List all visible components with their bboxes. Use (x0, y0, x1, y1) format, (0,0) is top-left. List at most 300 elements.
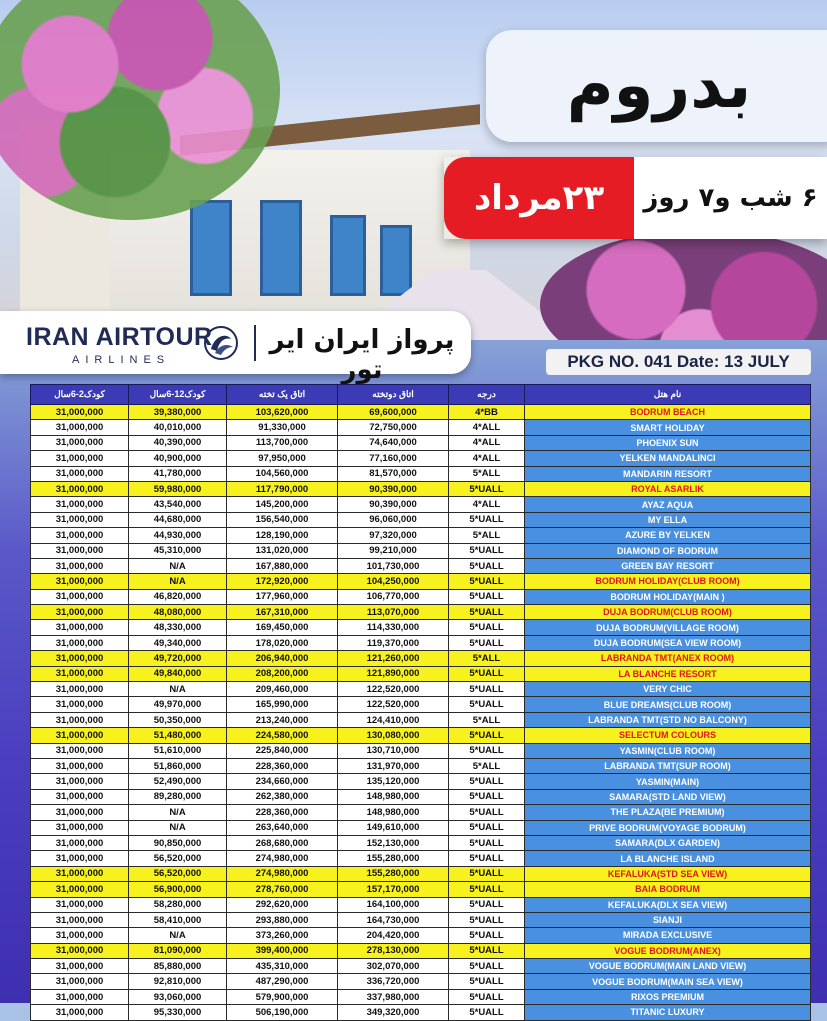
child-6-12-price: 46,820,000 (129, 589, 227, 604)
package-info: PKG NO. 041 Date: 13 JULY (546, 349, 811, 375)
table-row (31, 682, 811, 697)
child-6-12-price: 41,780,000 (129, 466, 227, 481)
hotel-grade: 5*ALL (449, 651, 525, 666)
hotel-name: MY ELLA (525, 512, 811, 527)
hotel-name: LA BLANCHE RESORT (525, 666, 811, 681)
child-6-12-price: 50,350,000 (129, 712, 227, 727)
child-2-6-price: 31,000,000 (31, 589, 129, 604)
hotel-name: KEFALUKA(DLX SEA VIEW) (525, 897, 811, 912)
airline-logo-icon (203, 325, 239, 361)
hotel-name: ROYAL ASARLIK (525, 481, 811, 496)
double-room-price: 349,320,000 (338, 1005, 449, 1020)
hotel-grade: 4*ALL (449, 497, 525, 512)
hotel-grade: 5*UALL (449, 743, 525, 758)
single-room-price: 234,660,000 (227, 774, 338, 789)
child-2-6-price: 31,000,000 (31, 435, 129, 450)
hotel-grade: 5*UALL (449, 805, 525, 820)
child-6-12-price: 59,980,000 (129, 481, 227, 496)
double-room-price: 155,280,000 (338, 866, 449, 881)
table-row (31, 743, 811, 758)
double-room-price: 113,070,000 (338, 605, 449, 620)
double-room-price: 336,720,000 (338, 974, 449, 989)
single-room-price: 213,240,000 (227, 712, 338, 727)
child-6-12-price: 40,010,000 (129, 420, 227, 435)
hotel-grade: 5*UALL (449, 866, 525, 881)
child-2-6-price: 31,000,000 (31, 805, 129, 820)
child-6-12-price: 44,930,000 (129, 528, 227, 543)
child-6-12-price: 49,720,000 (129, 651, 227, 666)
double-room-price: 278,130,000 (338, 943, 449, 958)
hotel-grade: 5*ALL (449, 528, 525, 543)
hotel-name: BAIA BODRUM (525, 882, 811, 897)
double-room-price: 101,730,000 (338, 558, 449, 573)
hotel-grade: 5*UALL (449, 989, 525, 1004)
hotel-name: YELKEN MANDALINCI (525, 451, 811, 466)
table-row (31, 712, 811, 727)
hotel-name: BODRUM BEACH (525, 405, 811, 420)
child-6-12-price: 89,280,000 (129, 789, 227, 804)
double-room-price: 157,170,000 (338, 882, 449, 897)
child-6-12-price: 92,810,000 (129, 974, 227, 989)
table-row (31, 989, 811, 1004)
child-2-6-price: 31,000,000 (31, 558, 129, 573)
hotel-name: VOGUE BODRUM(ANEX) (525, 943, 811, 958)
single-room-price: 91,330,000 (227, 420, 338, 435)
hotel-name: VERY CHIC (525, 682, 811, 697)
airline-logo-subtext: AIRLINES (72, 354, 171, 366)
double-room-price: 337,980,000 (338, 989, 449, 1004)
hotel-name: SAMARA(DLX GARDEN) (525, 835, 811, 850)
single-room-price: 262,380,000 (227, 789, 338, 804)
table-row (31, 497, 811, 512)
single-room-price: 268,680,000 (227, 835, 338, 850)
single-room-price: 145,200,000 (227, 497, 338, 512)
child-2-6-price: 31,000,000 (31, 712, 129, 727)
double-room-price: 114,330,000 (338, 620, 449, 635)
double-room-price: 72,750,000 (338, 420, 449, 435)
table-row (31, 635, 811, 650)
price-table (30, 384, 811, 1021)
table-row (31, 620, 811, 635)
child-6-12-price: 95,330,000 (129, 1005, 227, 1020)
hotel-name: SELECTUM COLOURS (525, 728, 811, 743)
header-child-2-6: کودک2-6سال (31, 385, 129, 405)
child-2-6-price: 31,000,000 (31, 682, 129, 697)
double-room-price: 121,260,000 (338, 651, 449, 666)
child-6-12-price: 90,850,000 (129, 835, 227, 850)
table-row (31, 1005, 811, 1020)
table-row (31, 835, 811, 850)
header-child-6-12: کودک12-6سال (129, 385, 227, 405)
hotel-name: KEFALUKA(STD SEA VIEW) (525, 866, 811, 881)
child-6-12-price: 52,490,000 (129, 774, 227, 789)
child-6-12-price: 43,540,000 (129, 497, 227, 512)
double-room-price: 149,610,000 (338, 820, 449, 835)
single-room-price: 103,620,000 (227, 405, 338, 420)
hotel-name: VOGUE BODRUM(MAIN LAND VIEW) (525, 959, 811, 974)
hotel-name: MANDARIN RESORT (525, 466, 811, 481)
child-6-12-price: 49,840,000 (129, 666, 227, 681)
hotel-grade: 5*UALL (449, 789, 525, 804)
hotel-name: LABRANDA TMT(STD NO BALCONY) (525, 712, 811, 727)
single-room-price: 178,020,000 (227, 635, 338, 650)
child-2-6-price: 31,000,000 (31, 774, 129, 789)
double-room-price: 130,080,000 (338, 728, 449, 743)
child-6-12-price: 44,680,000 (129, 512, 227, 527)
child-6-12-price: N/A (129, 928, 227, 943)
child-2-6-price: 31,000,000 (31, 666, 129, 681)
hotel-grade: 5*UALL (449, 774, 525, 789)
trip-info-badge (444, 157, 827, 239)
hotel-name: DUJA BODRUM(SEA VIEW ROOM) (525, 635, 811, 650)
header-grade: درجه (449, 385, 525, 405)
double-room-price: 122,520,000 (338, 682, 449, 697)
child-6-12-price: 49,970,000 (129, 697, 227, 712)
child-2-6-price: 31,000,000 (31, 943, 129, 958)
double-room-price: 90,390,000 (338, 481, 449, 496)
hotel-name: AZURE BY YELKEN (525, 528, 811, 543)
child-6-12-price: 93,060,000 (129, 989, 227, 1004)
table-row (31, 651, 811, 666)
table-row (31, 512, 811, 527)
child-6-12-price: 56,900,000 (129, 882, 227, 897)
hotel-name: RIXOS PREMIUM (525, 989, 811, 1004)
table-row (31, 820, 811, 835)
airline-separator (254, 325, 256, 361)
single-room-price: 117,790,000 (227, 481, 338, 496)
hotel-grade: 5*UALL (449, 959, 525, 974)
table-row (31, 866, 811, 881)
double-room-price: 90,390,000 (338, 497, 449, 512)
single-room-price: 169,450,000 (227, 620, 338, 635)
header-hotel-name: نام هتل (525, 385, 811, 405)
child-2-6-price: 31,000,000 (31, 405, 129, 420)
table-row (31, 959, 811, 974)
hotel-grade: 5*UALL (449, 912, 525, 927)
child-2-6-price: 31,000,000 (31, 851, 129, 866)
table-row (31, 789, 811, 804)
child-6-12-price: 58,410,000 (129, 912, 227, 927)
single-room-price: 399,400,000 (227, 943, 338, 958)
hotel-grade: 5*UALL (449, 928, 525, 943)
double-room-price: 148,980,000 (338, 789, 449, 804)
airline-banner (0, 311, 471, 385)
hotel-name: AYAZ AQUA (525, 497, 811, 512)
single-room-price: 208,200,000 (227, 666, 338, 681)
child-2-6-price: 31,000,000 (31, 866, 129, 881)
table-row (31, 666, 811, 681)
child-2-6-price: 31,000,000 (31, 789, 129, 804)
child-2-6-price: 31,000,000 (31, 959, 129, 974)
header-double-room: اتاق دوتخته (338, 385, 449, 405)
hotel-grade: 5*UALL (449, 635, 525, 650)
airline-logo-text: IRAN AIRTOUR (26, 323, 213, 351)
child-6-12-price: 48,330,000 (129, 620, 227, 635)
destination-badge (486, 30, 827, 142)
child-2-6-price: 31,000,000 (31, 635, 129, 650)
hotel-grade: 5*UALL (449, 820, 525, 835)
child-6-12-price: 45,310,000 (129, 543, 227, 558)
single-room-price: 104,560,000 (227, 466, 338, 481)
child-2-6-price: 31,000,000 (31, 835, 129, 850)
hotel-name: MIRADA EXCLUSIVE (525, 928, 811, 943)
hotel-grade: 5*UALL (449, 897, 525, 912)
child-6-12-price: 81,090,000 (129, 943, 227, 958)
child-2-6-price: 31,000,000 (31, 528, 129, 543)
child-6-12-price: 56,520,000 (129, 851, 227, 866)
table-row (31, 882, 811, 897)
double-room-price: 152,130,000 (338, 835, 449, 850)
hotel-name: SMART HOLIDAY (525, 420, 811, 435)
table-row (31, 974, 811, 989)
hotel-name: YASMIN(CLUB ROOM) (525, 743, 811, 758)
double-room-price: 164,730,000 (338, 912, 449, 927)
child-6-12-price: 40,900,000 (129, 451, 227, 466)
hotel-grade: 5*UALL (449, 835, 525, 850)
hotel-grade: 5*UALL (449, 974, 525, 989)
single-room-price: 97,950,000 (227, 451, 338, 466)
table-row (31, 605, 811, 620)
single-room-price: 225,840,000 (227, 743, 338, 758)
double-room-price: 131,970,000 (338, 758, 449, 773)
single-room-price: 131,020,000 (227, 543, 338, 558)
hotel-grade: 5*UALL (449, 558, 525, 573)
table-row (31, 435, 811, 450)
double-room-price: 155,280,000 (338, 851, 449, 866)
double-room-price: 77,160,000 (338, 451, 449, 466)
child-2-6-price: 31,000,000 (31, 466, 129, 481)
table-row (31, 728, 811, 743)
single-room-price: 579,900,000 (227, 989, 338, 1004)
double-room-price: 121,890,000 (338, 666, 449, 681)
child-2-6-price: 31,000,000 (31, 820, 129, 835)
single-room-price: 128,190,000 (227, 528, 338, 543)
header-single-room: اتاق یک تخته (227, 385, 338, 405)
table-row (31, 466, 811, 481)
hotel-grade: 5*UALL (449, 574, 525, 589)
table-header-row (31, 385, 811, 405)
table-row (31, 543, 811, 558)
trip-duration: ۶ شب و۷ روز (634, 157, 827, 239)
double-room-price: 74,640,000 (338, 435, 449, 450)
double-room-price: 106,770,000 (338, 589, 449, 604)
child-2-6-price: 31,000,000 (31, 497, 129, 512)
single-room-price: 167,880,000 (227, 558, 338, 573)
table-row (31, 528, 811, 543)
table-row (31, 758, 811, 773)
child-2-6-price: 31,000,000 (31, 882, 129, 897)
hotel-name: TITANIC LUXURY (525, 1005, 811, 1020)
single-room-price: 274,980,000 (227, 866, 338, 881)
child-2-6-price: 31,000,000 (31, 605, 129, 620)
single-room-price: 228,360,000 (227, 805, 338, 820)
double-room-price: 135,120,000 (338, 774, 449, 789)
child-6-12-price: 51,480,000 (129, 728, 227, 743)
hotel-grade: 5*UALL (449, 882, 525, 897)
child-2-6-price: 31,000,000 (31, 912, 129, 927)
table-row (31, 558, 811, 573)
child-2-6-price: 31,000,000 (31, 758, 129, 773)
airline-name-fa: پرواز ایران ایر تور (269, 325, 455, 385)
child-6-12-price: 56,520,000 (129, 866, 227, 881)
table-row (31, 481, 811, 496)
single-room-price: 292,620,000 (227, 897, 338, 912)
child-6-12-price: 40,390,000 (129, 435, 227, 450)
child-2-6-price: 31,000,000 (31, 651, 129, 666)
table-row (31, 928, 811, 943)
hotel-name: SIANJI (525, 912, 811, 927)
child-6-12-price: 39,380,000 (129, 405, 227, 420)
hotel-name: SAMARA(STD LAND VIEW) (525, 789, 811, 804)
child-2-6-price: 31,000,000 (31, 512, 129, 527)
hotel-grade: 5*UALL (449, 481, 525, 496)
double-room-price: 148,980,000 (338, 805, 449, 820)
hotel-grade: 5*UALL (449, 697, 525, 712)
child-6-12-price: N/A (129, 820, 227, 835)
child-2-6-price: 31,000,000 (31, 697, 129, 712)
single-room-price: 177,960,000 (227, 589, 338, 604)
hotel-name: BODRUM HOLIDAY(CLUB ROOM) (525, 574, 811, 589)
child-6-12-price: 51,860,000 (129, 758, 227, 773)
hotel-name: PRIVE BODRUM(VOYAGE BODRUM) (525, 820, 811, 835)
single-room-price: 167,310,000 (227, 605, 338, 620)
hotel-grade: 5*UALL (449, 728, 525, 743)
single-room-price: 156,540,000 (227, 512, 338, 527)
child-6-12-price: N/A (129, 558, 227, 573)
table-row (31, 697, 811, 712)
single-room-price: 209,460,000 (227, 682, 338, 697)
hotel-grade: 5*UALL (449, 1005, 525, 1020)
double-room-price: 119,370,000 (338, 635, 449, 650)
double-room-price: 164,100,000 (338, 897, 449, 912)
hotel-name: GREEN BAY RESORT (525, 558, 811, 573)
hotel-name: LA BLANCHE ISLAND (525, 851, 811, 866)
hotel-grade: 4*ALL (449, 451, 525, 466)
single-room-price: 113,700,000 (227, 435, 338, 450)
child-6-12-price: 85,880,000 (129, 959, 227, 974)
hotel-grade: 5*ALL (449, 758, 525, 773)
table-row (31, 912, 811, 927)
child-2-6-price: 31,000,000 (31, 897, 129, 912)
hotel-grade: 5*UALL (449, 666, 525, 681)
single-room-price: 206,940,000 (227, 651, 338, 666)
child-2-6-price: 31,000,000 (31, 620, 129, 635)
child-2-6-price: 31,000,000 (31, 420, 129, 435)
child-6-12-price: N/A (129, 805, 227, 820)
single-room-price: 224,580,000 (227, 728, 338, 743)
single-room-price: 435,310,000 (227, 959, 338, 974)
child-2-6-price: 31,000,000 (31, 574, 129, 589)
hotel-grade: 5*UALL (449, 512, 525, 527)
double-room-price: 97,320,000 (338, 528, 449, 543)
single-room-price: 228,360,000 (227, 758, 338, 773)
double-room-price: 99,210,000 (338, 543, 449, 558)
hotel-name: DUJA BODRUM(VILLAGE ROOM) (525, 620, 811, 635)
hotel-grade: 5*ALL (449, 466, 525, 481)
table-row (31, 574, 811, 589)
single-room-price: 172,920,000 (227, 574, 338, 589)
hotel-name: DUJA BODRUM(CLUB ROOM) (525, 605, 811, 620)
single-room-price: 278,760,000 (227, 882, 338, 897)
hotel-grade: 4*BB (449, 405, 525, 420)
table-row (31, 589, 811, 604)
single-room-price: 373,260,000 (227, 928, 338, 943)
hotel-grade: 5*UALL (449, 589, 525, 604)
table-row (31, 943, 811, 958)
child-6-12-price: N/A (129, 682, 227, 697)
hotel-grade: 4*ALL (449, 420, 525, 435)
hotel-name: YASMIN(MAIN) (525, 774, 811, 789)
child-2-6-price: 31,000,000 (31, 989, 129, 1004)
hotel-grade: 5*UALL (449, 620, 525, 635)
destination-title: بدروم (566, 49, 752, 123)
single-room-price: 274,980,000 (227, 851, 338, 866)
child-2-6-price: 31,000,000 (31, 1005, 129, 1020)
hotel-grade: 5*UALL (449, 682, 525, 697)
double-room-price: 302,070,000 (338, 959, 449, 974)
table-row (31, 805, 811, 820)
hotel-name: LABRANDA TMT(SUP ROOM) (525, 758, 811, 773)
double-room-price: 124,410,000 (338, 712, 449, 727)
hotel-name: PHOENIX SUN (525, 435, 811, 450)
child-2-6-price: 31,000,000 (31, 728, 129, 743)
child-2-6-price: 31,000,000 (31, 481, 129, 496)
single-room-price: 487,290,000 (227, 974, 338, 989)
single-room-price: 263,640,000 (227, 820, 338, 835)
hotel-grade: 5*UALL (449, 605, 525, 620)
table-row (31, 405, 811, 420)
hotel-name: BODRUM HOLIDAY(MAIN ) (525, 589, 811, 604)
hotel-name: DIAMOND OF BODRUM (525, 543, 811, 558)
table-row (31, 774, 811, 789)
hotel-grade: 4*ALL (449, 435, 525, 450)
child-2-6-price: 31,000,000 (31, 928, 129, 943)
child-6-12-price: N/A (129, 574, 227, 589)
table-row (31, 897, 811, 912)
child-6-12-price: 49,340,000 (129, 635, 227, 650)
double-room-price: 204,420,000 (338, 928, 449, 943)
double-room-price: 69,600,000 (338, 405, 449, 420)
hotel-grade: 5*UALL (449, 943, 525, 958)
child-2-6-price: 31,000,000 (31, 974, 129, 989)
double-room-price: 130,710,000 (338, 743, 449, 758)
child-6-12-price: 51,610,000 (129, 743, 227, 758)
double-room-price: 96,060,000 (338, 512, 449, 527)
double-room-price: 122,520,000 (338, 697, 449, 712)
hotel-grade: 5*UALL (449, 851, 525, 866)
single-room-price: 293,880,000 (227, 912, 338, 927)
departure-date: ۲۳مرداد (444, 157, 634, 239)
table-row (31, 851, 811, 866)
table-row (31, 420, 811, 435)
double-room-price: 81,570,000 (338, 466, 449, 481)
table-row (31, 451, 811, 466)
hotel-grade: 5*UALL (449, 543, 525, 558)
hotel-name: BLUE DREAMS(CLUB ROOM) (525, 697, 811, 712)
hotel-name: VOGUE BODRUM(MAIN SEA VIEW) (525, 974, 811, 989)
child-6-12-price: 58,280,000 (129, 897, 227, 912)
child-2-6-price: 31,000,000 (31, 451, 129, 466)
double-room-price: 104,250,000 (338, 574, 449, 589)
child-2-6-price: 31,000,000 (31, 543, 129, 558)
child-2-6-price: 31,000,000 (31, 743, 129, 758)
hotel-grade: 5*ALL (449, 712, 525, 727)
single-room-price: 165,990,000 (227, 697, 338, 712)
single-room-price: 506,190,000 (227, 1005, 338, 1020)
hotel-name: LABRANDA TMT(ANEX ROOM) (525, 651, 811, 666)
hotel-name: THE PLAZA(BE PREMIUM) (525, 805, 811, 820)
child-6-12-price: 48,080,000 (129, 605, 227, 620)
